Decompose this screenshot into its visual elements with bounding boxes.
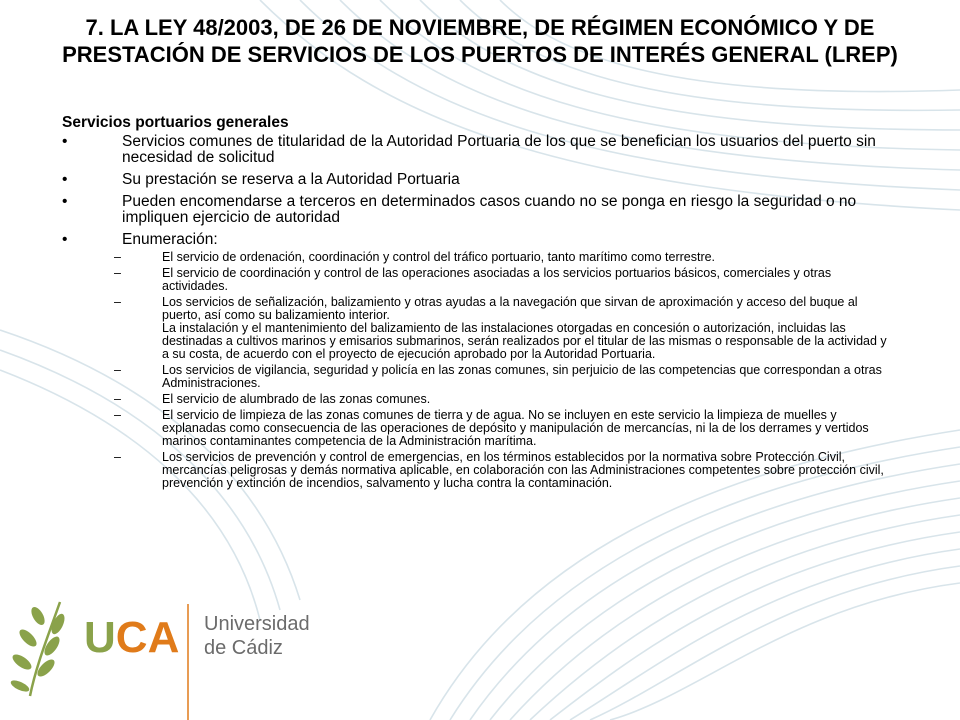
dash-icon: – <box>114 250 121 264</box>
dash-icon: – <box>114 392 121 406</box>
sub-item-text-multi <box>162 296 902 361</box>
dash-icon: – <box>114 450 121 464</box>
dash-icon: – <box>114 363 121 377</box>
logo-acronym: UCA <box>84 613 180 662</box>
dash-icon: – <box>114 295 121 309</box>
sub-list-item <box>62 364 902 390</box>
bullet-item <box>62 232 902 248</box>
title-line-2: PRESTACIÓN DE SERVICIOS DE LOS PUERTOS DE INTERÉS GENERAL (LREP) <box>62 42 898 67</box>
dash-icon: – <box>114 408 121 422</box>
sub-list-item <box>62 251 902 264</box>
slide-title <box>10 14 950 68</box>
bullet-dot-icon: • <box>62 171 68 188</box>
olive-branch-icon <box>9 602 67 696</box>
bullet-item <box>62 172 902 188</box>
slide-body <box>62 114 902 493</box>
sub-item-text: Los servicios de prevención y control de emergencias, en los términos establecidos por la normativa sobre Protección Civil, mercancías peligrosas y demás normativa aplicable, en colaboración con las Administraciones competentes sobre protección civil, prevención y extinción de incendios, salvamento y lucha contra la contaminación. <box>162 450 884 490</box>
bullet-dot-icon: • <box>62 231 68 248</box>
bullet-dot-icon: • <box>62 133 68 150</box>
sub-item-continuation: La instalación y el mantenimiento del balizamiento de las instalaciones otorgadas en concesión o autorización, incluidas las destinadas a cultivos marinos y emisarios submarinos, serán realizados por el titular de las mismas o responsable de la actividad y a su costa, de acuerdo con el proyecto de ejecución aprobado por la Autoridad Portuaria. <box>162 321 887 361</box>
sub-list-item <box>62 451 902 490</box>
university-logo <box>8 596 328 720</box>
bullet-text: Pueden encomendarse a terceros en determinados casos cuando no se ponga en riesgo la seguridad o no impliquen ejercicio de autoridad <box>122 193 857 226</box>
bullet-text: Servicios comunes de titularidad de la Autoridad Portuaria de los que se benefician los usuarios del puerto sin necesidad de solicitud <box>122 133 876 166</box>
sub-item-text: Los servicios de señalización, balizamiento y otras ayudas a la navegación que sirvan de aproximación y acceso del buque al puerto, así como su balizamiento interior. <box>162 295 858 322</box>
bullet-text: Su prestación se reserva a la Autoridad Portuaria <box>122 171 460 188</box>
bullet-dot-icon: • <box>62 193 68 210</box>
sub-item-text: El servicio de coordinación y control de las operaciones asociadas a los servicios portuarios básicos, comerciales y otras actividades. <box>162 266 832 293</box>
logo-name-line-1: Universidad <box>204 613 310 635</box>
section-heading: Servicios portuarios generales <box>62 114 289 131</box>
sub-item-text: El servicio de ordenación, coordinación y control del tráfico portuario, tanto marítimo como terrestre. <box>162 250 716 264</box>
sub-list-item <box>62 296 902 361</box>
bullet-text: Enumeración: <box>122 231 218 248</box>
bullet-item <box>62 194 902 226</box>
sub-list-item <box>62 267 902 293</box>
logo-name-line-2: de Cádiz <box>204 637 283 659</box>
sub-item-text: Los servicios de vigilancia, seguridad y policía en las zonas comunes, sin perjuicio de las competencias que correspondan a otras Administraciones. <box>162 363 882 390</box>
sub-list-item <box>62 409 902 448</box>
sub-item-text: El servicio de alumbrado de las zonas comunes. <box>162 392 431 406</box>
sub-list-item <box>62 393 902 406</box>
title-line-1: 7. LA LEY 48/2003, DE 26 DE NOVIEMBRE, DE RÉGIMEN ECONÓMICO Y DE <box>85 15 875 40</box>
dash-icon: – <box>114 266 121 280</box>
bullet-item <box>62 134 902 166</box>
sub-item-text: El servicio de limpieza de las zonas comunes de tierra y de agua. No se incluyen en este servicio la limpieza de muelles y explanadas como consecuencia de las operaciones de depósito y manipulación de mercancías, ni la de los derrames y vertidos marinos contaminantes competencia de la Administración marítima. <box>162 408 869 448</box>
